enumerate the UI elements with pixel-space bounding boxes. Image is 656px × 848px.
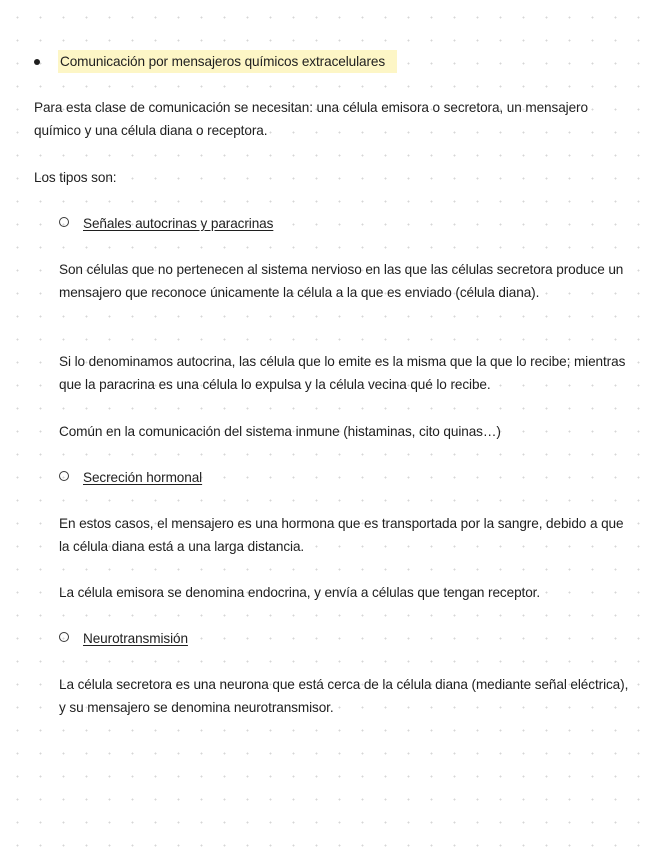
circle-bullet-icon xyxy=(59,471,69,481)
highlighted-heading: Comunicación por mensajeros químicos extracelulares xyxy=(58,50,397,73)
circle-bullet-icon xyxy=(59,217,69,227)
section-title: Neurotransmisión xyxy=(83,631,188,646)
section-title: Secreción hormonal xyxy=(83,470,203,485)
types-label: Los tipos son: xyxy=(34,170,117,185)
intro-paragraph: Para esta clase de comunicación se necesitan: una célula emisora o secretora, un mensajero químico y una célula diana o receptora. xyxy=(34,100,588,138)
section-paragraph: En estos casos, el mensajero es una hormona que es transportada por la sangre, debido a que la célula diana está a una larga distancia. xyxy=(59,516,624,554)
section-paragraph: Si lo denominamos autocrina, las célula que lo emite es la misma que la que lo recibe; mientras que la paracrina es una célula lo expulsa y la célula vecina qué lo recibe. xyxy=(59,354,626,392)
section-paragraph: Son células que no pertenecen al sistema nervioso en las que las células secretora produce un mensajero que reconoce únicamente la célula a la que es enviado (célula diana). xyxy=(59,262,624,300)
section-title: Señales autocrinas y paracrinas xyxy=(83,216,274,231)
circle-bullet-icon xyxy=(59,632,69,642)
section-paragraph: Común en la comunicación del sistema inmune (histaminas, cito quinas…) xyxy=(59,424,501,439)
section-paragraph: La célula emisora se denomina endocrina, y envía a células que tengan receptor. xyxy=(59,585,541,600)
bullet-dot-icon xyxy=(34,59,40,65)
section-paragraph: La célula secretora es una neurona que está cerca de la célula diana (mediante señal eléctrica), y su mensajero se denomina neurotransmisor. xyxy=(59,677,629,715)
